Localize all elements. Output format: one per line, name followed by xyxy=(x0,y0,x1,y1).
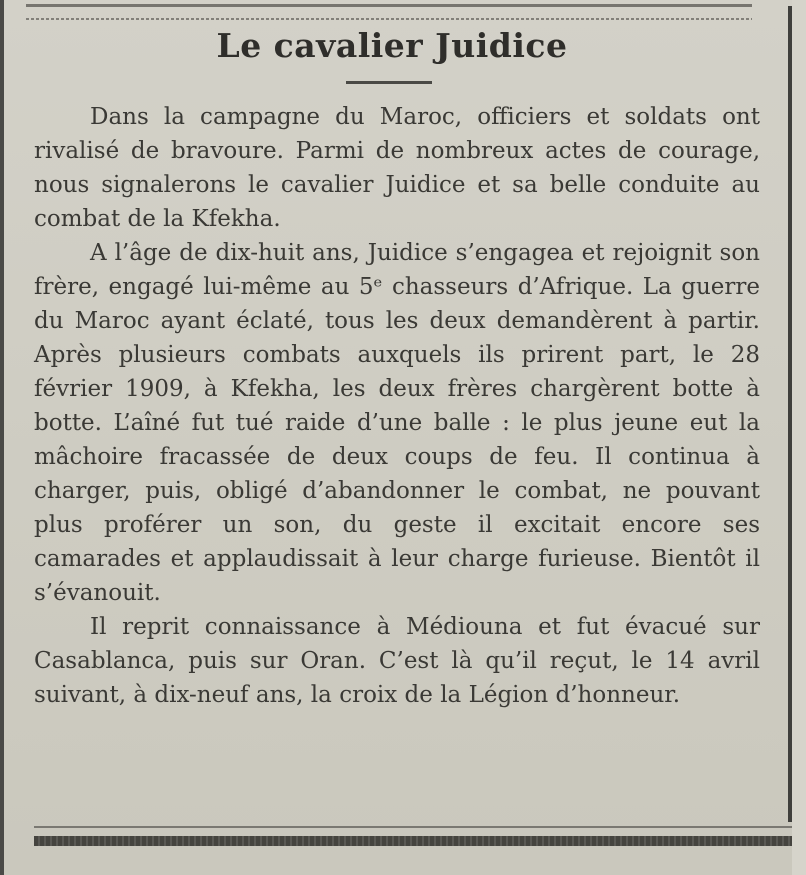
article-body xyxy=(34,100,760,712)
paragraph-3: Il reprit connaissance à Médiouna et fut évacué sur Casablanca, puis sur Oran. C’est là qu’il reçut, le 14 avril suivant, à dix-neuf ans, la croix de la Légion d’honneur. xyxy=(34,614,760,708)
bottom-thin-rule xyxy=(34,826,806,828)
article-title: Le cavalier Juidice xyxy=(216,26,568,65)
paragraph-2: A l’âge de dix-huit ans, Juidice s’engagea et rejoignit son frère, engagé lui-même au 5ᵉ chasseurs d’Afrique. La guerre du Maroc ayant éclaté, tous les deux demandèrent à partir. Après plusieurs combats auxquels ils prirent part, le 28 février 1909, à Kfekha, les deux frères chargèrent botte à botte. L’aîné fut tué raide d’une balle : le plus jeune eut la mâchoire fracassée de deux coups de feu. Il continua à charger, puis, obligé d’abandonner le combat, ne pouvant plus proférer un son, du geste il excitait encore ses camarades et applaudissait à leur charge furieuse. Bientôt il s’évanouit. xyxy=(34,240,760,606)
top-dotted-rule xyxy=(26,18,752,20)
page-edge xyxy=(792,0,806,875)
bottom-rule xyxy=(34,836,806,846)
title-underline xyxy=(346,81,432,84)
top-rule xyxy=(26,4,752,7)
paragraph-1: Dans la campagne du Maroc, officiers et soldats ont rivalisé de bravoure. Parmi de nombreux actes de courage, nous signalerons le cavalier Juidice et sa belle conduite au combat de la Kfekha. xyxy=(34,104,760,232)
